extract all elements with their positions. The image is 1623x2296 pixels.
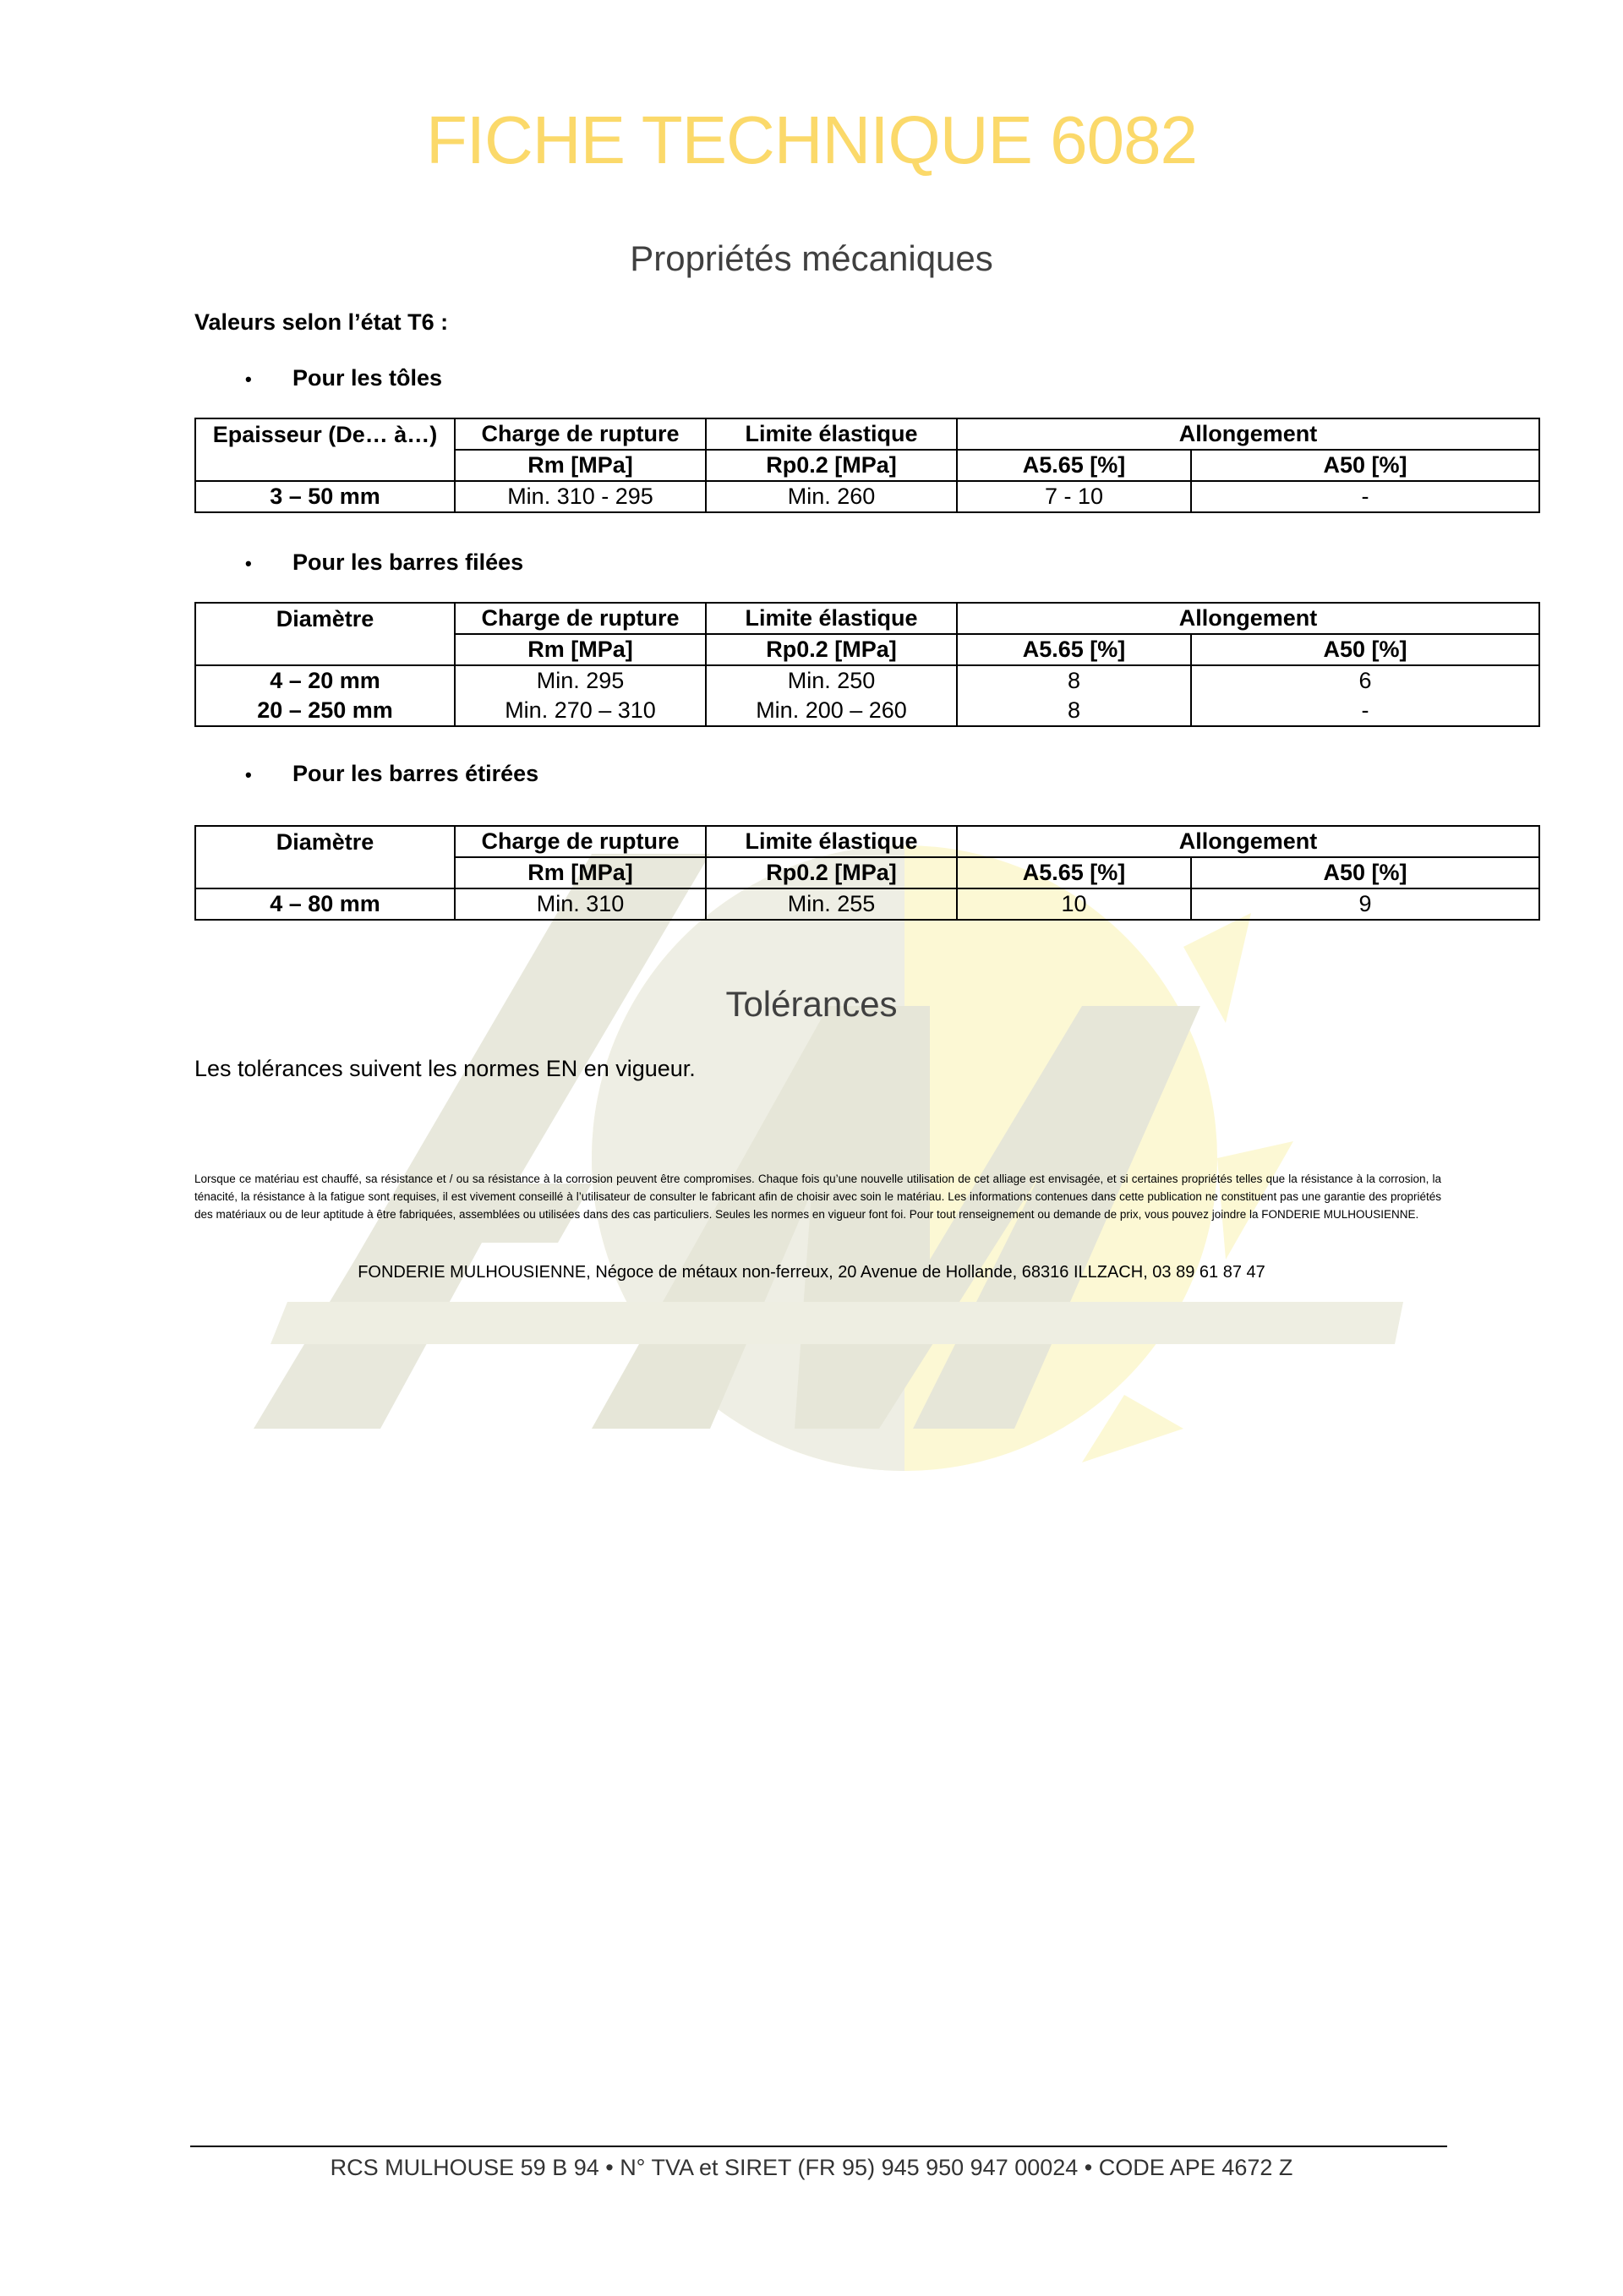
table-cell: 10 — [957, 888, 1191, 920]
table-cell: 8 — [957, 665, 1191, 696]
extruded-bars-table — [194, 602, 1540, 727]
footer-legal: RCS MULHOUSE 59 B 94 • N° TVA et SIRET (FR 95) 945 950 947 00024 • CODE APE 4672 Z — [330, 2155, 1293, 2180]
tolerances-text: Les tolérances suivent les normes EN en vigueur. — [194, 1056, 696, 1081]
table-cell: Min. 200 – 260 — [706, 696, 957, 726]
subheader-cell: A50 [%] — [1191, 857, 1539, 888]
subheader-cell: A5.65 [%] — [957, 857, 1191, 888]
subheader-cell: A5.65 [%] — [957, 450, 1191, 481]
bullet-dot: • — [245, 764, 252, 785]
table-row — [195, 696, 1539, 726]
fm-logo-watermark — [237, 820, 1437, 1513]
table-header-row — [195, 826, 1539, 857]
table-subheader-row — [195, 857, 1539, 888]
bullet-extruded-bars — [245, 549, 523, 576]
subheader-cell: Rm [MPa] — [455, 857, 706, 888]
header-cell-empty — [195, 450, 455, 481]
subheader-cell: Rm [MPa] — [455, 450, 706, 481]
bullet-sheets — [245, 365, 442, 391]
table-row — [195, 665, 1539, 696]
header-cell-empty — [195, 857, 455, 888]
table-subheader-row — [195, 450, 1539, 481]
header-cell: Allongement — [957, 418, 1539, 450]
table-subheader-row — [195, 634, 1539, 665]
sheets-table — [194, 418, 1540, 513]
header-cell: Charge de rupture — [455, 826, 706, 857]
bullet-extruded-bars-label: Pour les barres filées — [292, 549, 524, 575]
table-cell: Min. 310 - 295 — [455, 481, 706, 512]
table-header-row — [195, 603, 1539, 634]
header-cell: Charge de rupture — [455, 603, 706, 634]
header-cell: Allongement — [957, 603, 1539, 634]
bullet-drawn-bars-label: Pour les barres étirées — [292, 761, 539, 786]
subheader-cell: A50 [%] — [1191, 450, 1539, 481]
table-cell: Min. 260 — [706, 481, 957, 512]
tolerances-heading: Tolérances — [725, 984, 898, 1024]
subheader-cell: Rm [MPa] — [455, 634, 706, 665]
table-cell: Min. 295 — [455, 665, 706, 696]
table-cell: Min. 270 – 310 — [455, 696, 706, 726]
table-cell: - — [1191, 481, 1539, 512]
header-cell: Allongement — [957, 826, 1539, 857]
footer-divider — [190, 2146, 1447, 2147]
header-cell: Diamètre — [195, 603, 455, 634]
document-title: FICHE TECHNIQUE 6082 — [425, 102, 1198, 178]
bullet-dot: • — [245, 369, 252, 390]
subheader-cell: Rp0.2 [MPa] — [706, 634, 957, 665]
header-cell: Diamètre — [195, 826, 455, 857]
table-cell: 4 – 80 mm — [195, 888, 455, 920]
table-cell: Min. 255 — [706, 888, 957, 920]
company-address: FONDERIE MULHOUSIENNE, Négoce de métaux non-ferreux, 20 Avenue de Hollande, 68316 ILLZACH, 03 89 61 87 47 — [358, 1263, 1265, 1282]
table-row — [195, 888, 1539, 920]
subheader-cell: Rp0.2 [MPa] — [706, 857, 957, 888]
header-cell-empty — [195, 634, 455, 665]
table-cell: - — [1191, 696, 1539, 726]
table-cell: Min. 310 — [455, 888, 706, 920]
intro-text: Valeurs selon l’état T6 : — [194, 309, 449, 335]
header-cell: Limite élastique — [706, 418, 957, 450]
bullet-drawn-bars — [245, 761, 538, 787]
table-cell: 8 — [957, 696, 1191, 726]
header-cell: Epaisseur (De… à…) — [195, 418, 455, 450]
subheader-cell: Rp0.2 [MPa] — [706, 450, 957, 481]
table-header-row — [195, 418, 1539, 450]
subheader-cell: A5.65 [%] — [957, 634, 1191, 665]
disclaimer-text: Lorsque ce matériau est chauffé, sa résistance et / ou sa résistance à la corrosion peuvent être compromises. Chaque fois qu’une nouvelle utilisation de cet alliage est envisagée, et si certaines propriétés telles que la résistance à la corrosion, la ténacité, la résistance à la fatigue sont requises, il est vivement conseillé à l’utilisateur de consulter le fabricant afin de choisir avec soin le matériau. Les informations contenues dans cette publication ne constituent pas une garantie des propriétés des matériaux ou de leur aptitude à être fabriquées, assemblées ou utilisées dans des cas particuliers. Seules les normes en vigueur font foi. Pour tout renseignement ou demande de prix, vous pouvez joindre la FONDERIE MULHOUSIENNE. — [194, 1173, 1441, 1221]
table-cell: 9 — [1191, 888, 1539, 920]
bullet-sheets-label: Pour les tôles — [292, 365, 443, 391]
table-cell: 20 – 250 mm — [195, 696, 455, 726]
subheader-cell: A50 [%] — [1191, 634, 1539, 665]
table-cell: 6 — [1191, 665, 1539, 696]
table-cell: 4 – 20 mm — [195, 665, 455, 696]
mechanical-properties-heading: Propriétés mécaniques — [630, 238, 993, 278]
table-cell: 7 - 10 — [957, 481, 1191, 512]
header-cell: Charge de rupture — [455, 418, 706, 450]
header-cell: Limite élastique — [706, 603, 957, 634]
table-row — [195, 481, 1539, 512]
bullet-dot: • — [245, 553, 252, 574]
drawn-bars-table — [194, 825, 1540, 921]
table-cell: 3 – 50 mm — [195, 481, 455, 512]
table-cell: Min. 250 — [706, 665, 957, 696]
header-cell: Limite élastique — [706, 826, 957, 857]
